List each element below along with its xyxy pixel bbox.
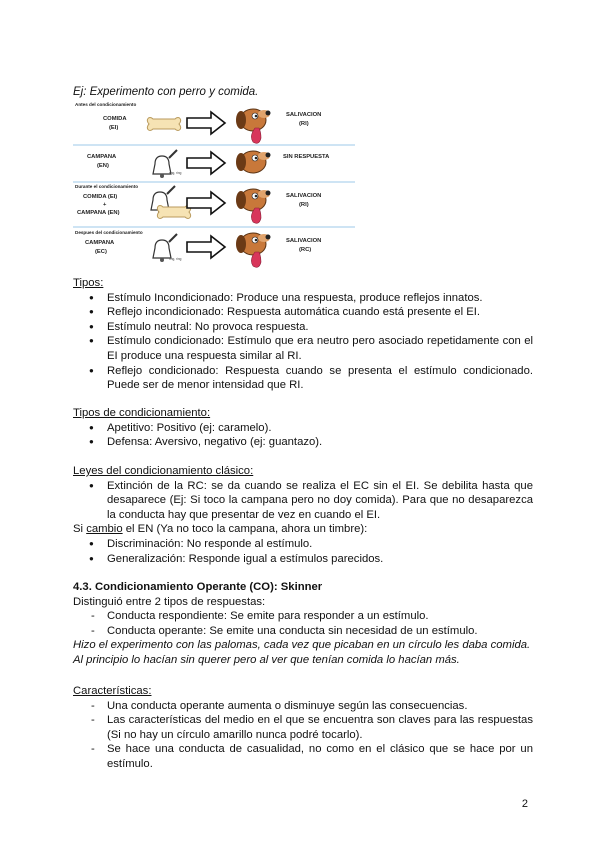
- leyes-heading: Leyes del condicionamiento clásico:: [73, 465, 254, 477]
- figure-response-1b: (RI): [299, 121, 309, 127]
- cambio-line: [73, 522, 533, 537]
- list-item: ● Apetitivo: Positivo (ej: caramelo).: [73, 421, 533, 436]
- tipos-condicionamiento-heading: Tipos de condicionamiento:: [73, 407, 211, 419]
- list-item: - Se hace una conducta de casualidad, no como en el clásico que se hace por un estímulo.: [73, 742, 533, 771]
- caracteristicas-heading: Características:: [73, 685, 152, 697]
- figure-caption-4: Despues del condicionamiento: [75, 230, 143, 235]
- operante-section: [73, 580, 533, 668]
- cambio-pre: Si: [73, 523, 87, 536]
- figure-title: Ej: Experimento con perro y comida.: [73, 86, 259, 98]
- tipos-condicionamiento-section: [73, 406, 533, 450]
- figure-response-4a: SALIVACION: [286, 238, 322, 244]
- dog-icon: [236, 233, 271, 255]
- list-item: ● Reflejo condicionado: Respuesta cuando se presenta el estímulo condicionado. Puede ser de menor intensidad que RI.: [73, 364, 533, 393]
- cambio-post: el EN (Ya no toco la campana, ahora un timbre):: [122, 523, 368, 536]
- bell-text-2: ring, ring: [169, 171, 182, 175]
- figure-stimulus-3c: CAMPANA (EN): [77, 210, 120, 216]
- list-item: ● Estímulo condicionado: Estímulo que era neutro pero asociado repetidamente con el EI produce una respuesta similar al RI.: [73, 334, 533, 363]
- operante-intro: Distinguió entre 2 tipos de respuestas:: [73, 595, 266, 608]
- caracteristicas-list: [73, 699, 533, 772]
- operante-list: [73, 609, 533, 638]
- dog-icon: [236, 109, 271, 131]
- arrow-icon: [187, 152, 225, 174]
- figure-stimulus-1a: COMIDA: [103, 116, 127, 122]
- page-number: 2: [521, 798, 528, 810]
- figure-stimulus-4b: (EC): [95, 249, 107, 255]
- caracteristicas-section: [73, 684, 533, 772]
- leyes-list: [73, 479, 533, 523]
- leyes-list-2: [73, 537, 533, 566]
- figure-response-3b: (RI): [299, 202, 309, 208]
- list-item: - Una conducta operante aumenta o disminuye según las consecuencias.: [73, 699, 533, 714]
- figure-caption-1: Antes del condicionamiento: [75, 102, 137, 107]
- conditioning-figure: [73, 100, 355, 272]
- figure-response-4b: (RC): [299, 247, 312, 253]
- figure-stimulus-1b: (EI): [109, 125, 119, 131]
- bone-icon: [147, 118, 180, 131]
- bone-icon: [157, 206, 190, 219]
- dog-icon: [236, 151, 271, 173]
- list-item: ● Discriminación: No responde al estímulo.: [73, 537, 533, 552]
- tipos-section: [73, 276, 533, 393]
- list-item: ● Estímulo Incondicionado: Produce una respuesta, produce reflejos innatos.: [73, 291, 533, 306]
- list-item: - Conducta operante: Se emite una conducta sin necesidad de un estímulo.: [73, 624, 533, 639]
- list-item: ● Extinción de la RC: se da cuando se realiza el EC sin el EI. Se debilita hasta que desaparece (Ej: Si toco la campana pero no doy comida). Para que no desaparezca la conducta hay que presentar de vez en cuando el EI.: [73, 479, 533, 523]
- operante-note: Hizo el experimento con las palomas, cada vez que picaban en un círculo les daba comida. Al principio lo hacían sin querer pero al ver que tenían comida lo hacían más.: [73, 639, 531, 666]
- figure-stimulus-4a: CAMPANA: [85, 240, 115, 246]
- tipos-condicionamiento-list: [73, 421, 533, 450]
- bell-text-4: ring, ring: [169, 257, 182, 261]
- figure-stimulus-3a: COMIDA (EI): [83, 194, 118, 200]
- list-item: ● Reflejo incondicionado: Respuesta automática cuando está presente el EI.: [73, 305, 533, 320]
- figure-stimulus-2a: CAMPANA: [87, 154, 117, 160]
- list-item: - Conducta respondiente: Se emite para responder a un estímulo.: [73, 609, 533, 624]
- figure-stimulus-2b: (EN): [97, 163, 109, 169]
- arrow-icon: [187, 112, 225, 134]
- leyes-section: [73, 464, 533, 566]
- figure-stimulus-3b: +: [103, 202, 107, 208]
- arrow-icon: [187, 236, 225, 258]
- figure-caption-3: Durante el condicionamiento: [75, 184, 139, 189]
- tipos-heading: Tipos:: [73, 277, 104, 289]
- figure-response-2a: SIN RESPUESTA: [283, 154, 330, 160]
- list-item: ● Generalización: Responde igual a estímulos parecidos.: [73, 552, 533, 567]
- list-item: - Las características del medio en el que se encuentra son claves para las respuestas (Si no hay un círculo amarillo nunca podré tocarlo).: [73, 713, 533, 742]
- dog-icon: [236, 189, 271, 211]
- tipos-list: [73, 291, 533, 393]
- operante-heading: 4.3. Condicionamiento Operante (CO): Skinner: [73, 581, 323, 593]
- figure-response-1a: SALIVACION: [286, 112, 322, 118]
- arrow-icon: [187, 192, 225, 214]
- list-item: ● Estímulo neutral: No provoca respuesta.: [73, 320, 533, 335]
- cambio-word: cambio: [86, 523, 123, 536]
- figure-response-3a: SALIVACION: [286, 193, 322, 199]
- list-item: ● Defensa: Aversivo, negativo (ej: guantazo).: [73, 435, 533, 450]
